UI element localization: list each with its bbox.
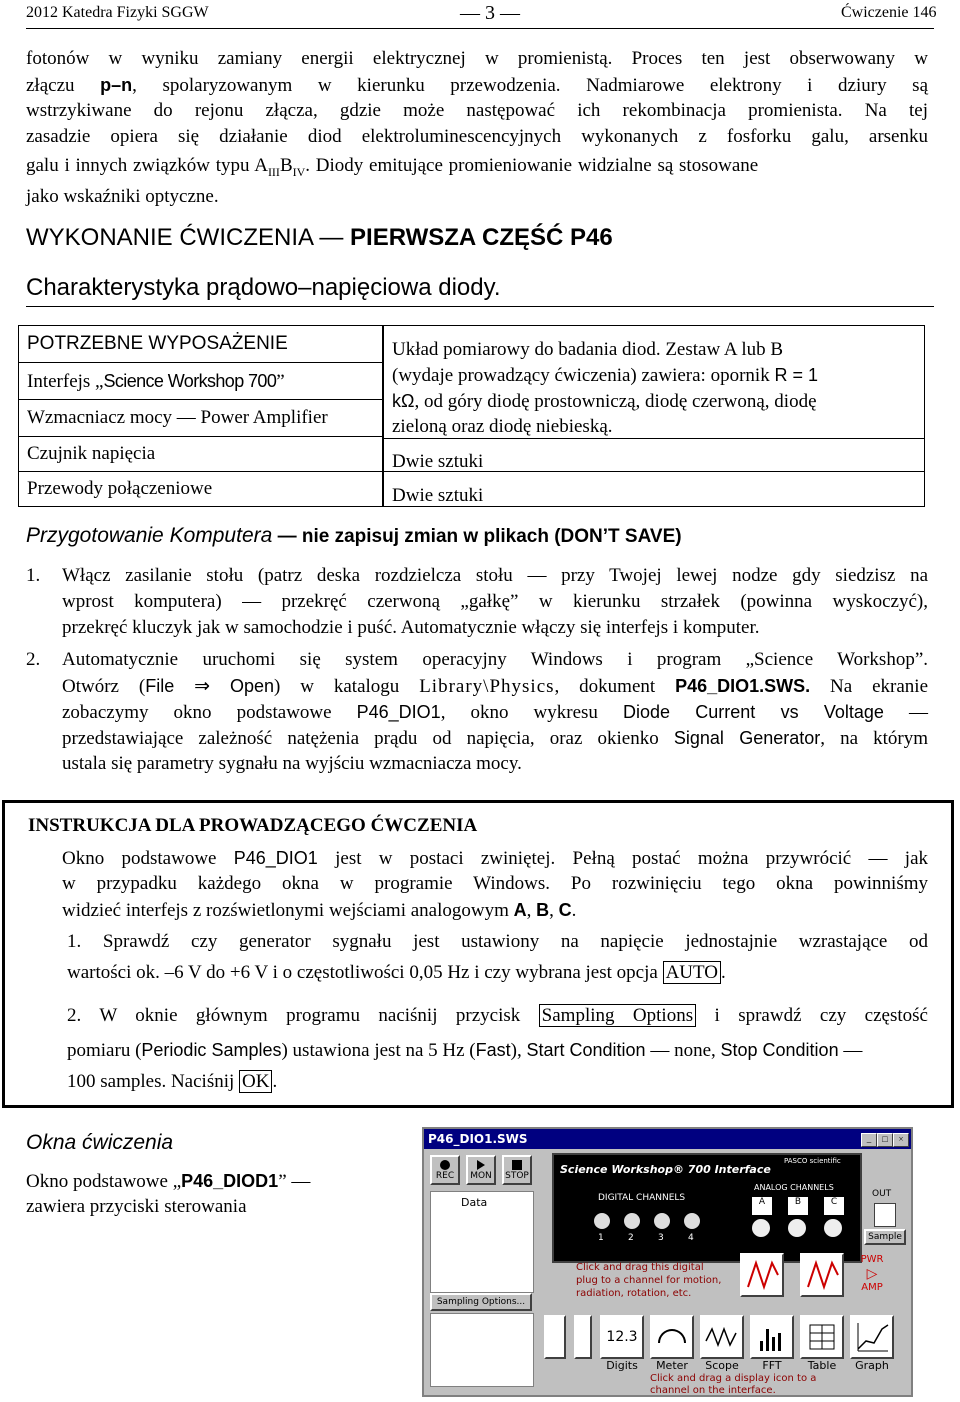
digital-port-1-label: 1	[598, 1233, 604, 1243]
digits-label: Digits	[606, 1359, 638, 1372]
digital-port-2-icon[interactable]	[624, 1213, 640, 1229]
sample-button[interactable]: Sample	[864, 1229, 906, 1245]
scope-label: Scope	[705, 1359, 739, 1372]
digital-hint: Click and drag this digital plug to a channel for motion, radiation, rotation, etc.	[576, 1262, 722, 1299]
instructor-item-2-line-2: pomiaru (Periodic Samples) ustawiona jest na 5 Hz (Fast), Start Condition — none, Stop Condition —	[67, 1040, 863, 1061]
analog-channel-b[interactable]: B	[788, 1197, 808, 1215]
equipment-table	[18, 325, 383, 507]
step-1-number: 1.	[26, 565, 41, 586]
equipment-item-wires: Przewody połączeniowe	[18, 471, 383, 507]
maximize-icon[interactable]: □	[877, 1133, 893, 1147]
equipment-item-sensor: Czujnik napięcia	[18, 436, 383, 471]
meter-display-icon[interactable]	[650, 1315, 694, 1359]
analog-channel-c[interactable]: C	[824, 1197, 844, 1215]
step-2-line-1: Automatycznie uruchomi się system operacyjny Windows i program „Science Workshop”.	[62, 649, 928, 670]
meter-label: Meter	[656, 1359, 688, 1372]
interface-title: Science Workshop® 700 Interface	[560, 1163, 771, 1176]
step-1-line-2: wprost komputera) — przekręć czerwoną „gałkę” w kierunku strzałek (powinna wyskoczyć),	[62, 591, 928, 612]
waveform-icon	[742, 1255, 782, 1295]
analog-channels-label: ANALOG CHANNELS	[754, 1183, 834, 1192]
display-hint: Click and drag a display icon to a channel on the interface.	[650, 1373, 817, 1396]
table-display-icon[interactable]	[800, 1315, 844, 1359]
graph-label: Graph	[855, 1359, 889, 1372]
page-number: — 3 —	[460, 2, 520, 24]
signal-generator-icon[interactable]	[740, 1253, 784, 1297]
analog-port-b-icon	[788, 1219, 806, 1237]
instructor-heading: INSTRUKCJA DLA PROWADZĄCEGO ĆWCZENIA	[28, 815, 478, 836]
digital-port-4-label: 4	[688, 1233, 694, 1243]
equipment-desc-line-1: Układ pomiarowy do badania diod. Zestaw A lub B	[392, 339, 784, 360]
digits-display-icon[interactable]: 12.3	[600, 1315, 644, 1359]
sampling-options-panel-button[interactable]: Sampling Options...	[430, 1293, 532, 1311]
output-port-icon	[874, 1203, 896, 1227]
minimize-icon[interactable]: _	[861, 1133, 877, 1147]
subheading-rule	[26, 306, 934, 307]
analog-channel-a[interactable]: A	[752, 1197, 772, 1215]
scope-display-icon[interactable]	[700, 1315, 744, 1359]
signal-generator-2-icon[interactable]	[800, 1253, 844, 1297]
section-heading: WYKONANIE ĆWICZENIA — PIERWSZA CZĘŚĆ P46	[26, 224, 613, 251]
fft-label: FFT	[762, 1359, 782, 1372]
header-left: 2012 Katedra Fizyki SGGW	[26, 4, 209, 21]
prep-heading: Przygotowanie Komputera — nie zapisuj zmian w plikach (DON’T SAVE)	[26, 524, 682, 547]
digital-port-3-label: 3	[658, 1233, 664, 1243]
instructor-item-1-line-1: 1. Sprawdź czy generator sygnału jest ustawiony na napięcie jednostajnie wzrastające od	[67, 931, 928, 952]
pasco-logo: PASCO scientific	[784, 1157, 841, 1165]
digital-port-4-icon[interactable]	[684, 1213, 700, 1229]
step-1-line-3: przekręć kluczyk jak w samochodzie i puść. Automatycznie włączy się interfejs i komputer.	[62, 617, 760, 638]
equipment-heading: POTRZEBNE WYPOSAŻENIE	[18, 325, 383, 362]
power-amplifier-icon[interactable]: PWR ▷ AMP	[860, 1254, 884, 1293]
sensor-probe-icon[interactable]	[544, 1315, 566, 1359]
interface-panel	[552, 1153, 862, 1263]
digital-port-2-label: 2	[628, 1233, 634, 1243]
step-1-line-1: Włącz zasilanie stołu (patrz deska rozdzielcza stołu — przy Twojej lewej nodze gdy siedzisz na	[62, 565, 928, 586]
equipment-desc-line-4: zieloną oraz diodę niebieską.	[392, 416, 613, 437]
instructor-item-2-line-3: 100 samples. Naciśnij OK .	[67, 1071, 278, 1092]
notes-icon[interactable]	[574, 1315, 592, 1359]
step-2-line-5: ustala się parametry sygnału na wyjściu wzmacniacza mocy.	[62, 753, 522, 774]
intro-line-3: wstrzykiwane do rejonu złącza, gdzie może następować ich rekombinacja promienista. Na tej	[26, 100, 928, 121]
equipment-desc-line-3: kΩ, od góry diodę prostowniczą, diodę czerwoną, diodę	[392, 391, 817, 412]
auto-option-button[interactable]: AUTO	[663, 961, 721, 984]
equipment-desc-line-2: (wydaje prowadzący ćwiczenia) zawiera: opornik R = 1	[392, 365, 818, 386]
equipment-item-amplifier: Wzmacniacz mocy — Power Amplifier	[18, 399, 383, 436]
ok-button[interactable]: OK	[239, 1070, 272, 1093]
header-rule	[26, 28, 934, 29]
graph-display-icon[interactable]	[850, 1315, 894, 1359]
waveform-2-icon	[802, 1255, 842, 1295]
rec-button[interactable]: REC	[430, 1155, 460, 1185]
intro-line-1: fotonów w wyniku zamiany energii elektrycznej w promienistą. Proces ten jest obserwowany w	[26, 48, 928, 69]
instructor-item-1-line-2: wartości ok. –6 V do +6 V i o częstotliwości 0,05 Hz i czy wybrana jest opcja AUTO .	[67, 962, 726, 983]
intro-line-2: złączu p–n, spolaryzowanym w kierunku przewodzenia. Nadmiarowe elektrony i dziury są	[26, 75, 929, 96]
monitor-icon	[477, 1160, 485, 1170]
subheading: Charakterystyka prądowo–napięciowa diody.	[26, 274, 501, 301]
instructor-p1-line-2: w przypadku każdego okna w programie Windows. Po rozwinięciu tego okna powinniśmy	[62, 873, 928, 894]
intro-line-6: jako wskaźniki optyczne.	[26, 186, 219, 207]
science-workshop-window	[422, 1127, 913, 1397]
okna-line-1: Okno podstawowe „P46_DIOD1” —	[26, 1171, 311, 1192]
intro-line-4: zasadzie opiera się działanie diod elektroluminescencyjnych wykonanych z fosforku galu, arsenku	[26, 126, 928, 147]
step-2-line-2: Otwórz (File ⇒ Open) w katalogu Library\Physics, dokument P46_DIO1.SWS. Na ekranie	[62, 676, 929, 697]
instructor-p1-line-3: widzieć interfejs z rozświetlonymi wejściami analogowym A, B, C.	[62, 900, 577, 921]
data-label: Data	[461, 1196, 488, 1209]
fft-display-icon[interactable]	[750, 1315, 794, 1359]
okna-heading: Okna ćwiczenia	[26, 1131, 174, 1154]
analog-port-c-icon	[824, 1219, 842, 1237]
okna-line-2: zawiera przyciski sterowania	[26, 1196, 247, 1217]
mon-button[interactable]: MON	[466, 1155, 496, 1185]
equipment-item-interface: Interfejs „Science Workshop 700”	[18, 362, 383, 399]
stop-button[interactable]: STOP	[502, 1155, 532, 1185]
step-2-line-4: przedstawiające zależność natężenia prądu od napięcia, oraz okienko Signal Generator, na którym	[62, 728, 928, 749]
equipment-qty-3: Dwie sztuki	[392, 451, 484, 472]
table-label: Table	[807, 1359, 837, 1372]
digital-port-1-icon[interactable]	[594, 1213, 610, 1229]
digital-port-3-icon[interactable]	[654, 1213, 670, 1229]
out-label: OUT	[872, 1189, 892, 1199]
step-2-number: 2.	[26, 649, 41, 670]
close-icon[interactable]: ×	[893, 1133, 909, 1147]
record-icon	[440, 1160, 450, 1170]
experiment-notes-panel	[430, 1313, 534, 1387]
data-list-panel[interactable]	[430, 1191, 534, 1293]
stop-icon	[512, 1160, 522, 1170]
analog-port-a-icon	[752, 1219, 770, 1237]
intro-line-5: galu i innych związków typu $A_{III}B_{IV}$. Diody emitujące promieniowanie widzialne są stosowane	[26, 155, 759, 179]
window-title: P46_DIO1.SWS	[424, 1129, 911, 1149]
equipment-qty-4: Dwie sztuki	[392, 485, 484, 506]
digital-channels-label: DIGITAL CHANNELS	[598, 1193, 686, 1203]
sampling-options-button[interactable]: Sampling Options	[539, 1004, 696, 1027]
step-2-line-3: zobaczymy okno podstawowe P46_DIO1, okno wykresu Diode Current vs Voltage —	[62, 702, 928, 723]
instructor-item-2-line-1: 2. W oknie głównym programu naciśnij przycisk Sampling Options i sprawdź czy częstość	[67, 1005, 928, 1026]
header-right: Ćwiczenie 146	[841, 4, 937, 21]
instructor-p1-line-1: Okno podstawowe P46_DIO1 jest w postaci zwiniętej. Pełną postać można przywrócić — jak	[62, 848, 928, 869]
